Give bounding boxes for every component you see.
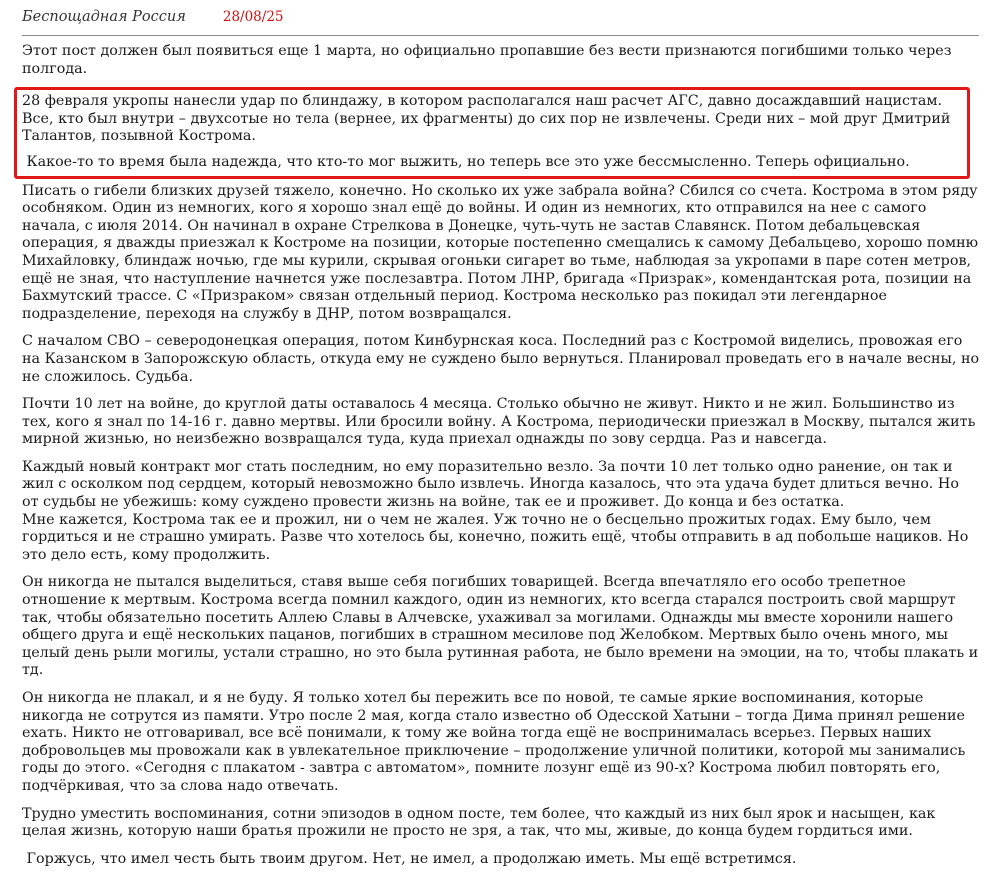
site-name[interactable]: Беспощадная Россия (22, 9, 186, 25)
paragraph-closing: Горжусь, что имел честь быть твоим другом. Нет, не имел, а продолжаю иметь. Мы ещё встретимся. (22, 850, 797, 867)
highlighted-passage (14, 87, 970, 178)
paragraph: Писать о гибели близких друзей тяжело, конечно. Но сколько их уже забрала война? Сбился со счета. Кострома в этом ряду особняком. Один из немногих, кого я хорошо знал ещё до войны. И один из немногих, кто отправился на нее с самого начала, с июля 2014. Он начинал в охране Стрелкова в Донецке, чуть-чуть не застав Славянск. Потом дебальцевская операция, я дважды приезжал к Костроме на позиции, которые постепенно смещались к самому Дебальцево, хорошо помню Михайловку, блиндаж ночью, где мы курили, скрывая огоньки сигарет во тьме, наблюдая за укропами в паре сотен метров, ещё не зная, что наступление начнется уже послезавтра. Потом ЛНР, бригада «Призрак», комендантская рота, позиции на Бахмутский трассе. С «Призраком» связан отдельный период. Кострома несколько раз покидал эти легендарное подразделение, переходя на службу в ДНР, потом возвращался. (22, 182, 979, 322)
paragraph: С началом СВО – северодонецкая операция, потом Кинбурнская коса. Последний раз с Костромой виделись, провожая его на Казанском в Запорожскую область, откуда ему не суждено было вернуться. Планировал проведать его в начале весны, но не сложилось. Судьба. (22, 333, 980, 385)
paragraph-intro: Этот пост должен был появиться еще 1 марта, но официально пропавшие без вести признаются погибшими только через полгода. (22, 43, 952, 77)
header-divider (22, 35, 979, 36)
paragraph: Он никогда не плакал, и я не буду. Я только хотел бы пережить все по новой, те самые яркие воспоминания, которые никогда не сотрутся из памяти. Утро после 2 мая, когда стало известно об Одесской Хатыни – тогда Дима принял решение ехать. Никто не отговаривал, все всё понимали, к тому же война тогда ещё не воспринималась всерьез. Первых наших добровольцев мы провожали как в увлекательное приключение – продолжение уличной политики, которой мы занимались годы до этого. «Сегодня с плакатом - завтра с автоматом», помните лозунг ещё из 90-х? Кострома любил повторять его, подчёркивая, что за слова надо отвечать. (22, 690, 966, 794)
highlight-paragraph: 28 февраля укропы нанесли удар по блиндажу, в котором располагался наш расчет АГС, давно досаждавший нацистам. Все, кто был внутри – двухсотые но тела (вернее, их фрагменты) до сих пор не извлечены. Среди них – мой друг Дмитрий Талантов, позывной Кострома. (22, 93, 951, 145)
highlight-paragraph: Какое-то то время была надежда, что кто-то мог выжить, но теперь все это уже бессмысленно. Теперь официально. (22, 153, 910, 170)
post-header (22, 9, 284, 29)
paragraph: Он никогда не пытался выделиться, ставя выше себя погибших товарищей. Всегда впечатляло его особо трепетное отношение к мертвым. Кострома всегда помнил каждого, один из немногих, кто всегда старался построить свой маршрут так, чтобы обязательно посетить Аллею Славы в Алчевске, ухаживал за могилами. Однажды мы вместе хоронили нашего общего друга и ещё нескольких пацанов, погибших в страшном месилове под Желобком. Мертвых было очень много, мы целый день рыли могилы, устали страшно, но это была рутинная работа, не было времени на эмоции, на то, чтобы плакать и тд. (22, 574, 979, 679)
post-date: 28/08/25 (222, 9, 284, 25)
paragraph: Каждый новый контракт мог стать последним, но ему поразительно везло. За почти 10 лет только одно ранение, он так и жил с осколком под сердцем, который невозможно было извлечь. Иногда казалось, что эта удача будет длиться вечно. Но от судьбы не убежишь: кому суждено провести жизнь на войне, так ее и проживет. До конца и без остатка. Мне кажется, Кострома так ее и прожил, ни о чем не жалея. Уж точно не о бесцельно прожитых годах. Ему было, чем гордиться и не страшно умирать. Разве что хотелось бы, конечно, пожить ещё, чтобы отправить в ад побольше нациков. Но это дело есть, кому продолжить. (22, 458, 969, 563)
post-body (22, 43, 980, 878)
paragraph: Почти 10 лет на войне, до круглой даты оставалось 4 месяца. Столько обычно не живут. Никто и не жил. Большинство из тех, кого я знал по 14-16 г. давно мертвы. Или бросили войну. А Кострома, периодически приезжал в Москву, пытался жить мирной жизнью, но неизбежно возвращался туда, куда приехал однажды по зову сердца. Раз и навсегда. (22, 396, 976, 448)
paragraph: Трудно уместить воспоминания, сотни эпизодов в одном посте, тем более, что каждый из них был ярок и насыщен, как целая жизнь, которую наши братья прожили не просто не зря, а так, что мы, живые, до конца будем гордиться ими. (22, 805, 936, 840)
